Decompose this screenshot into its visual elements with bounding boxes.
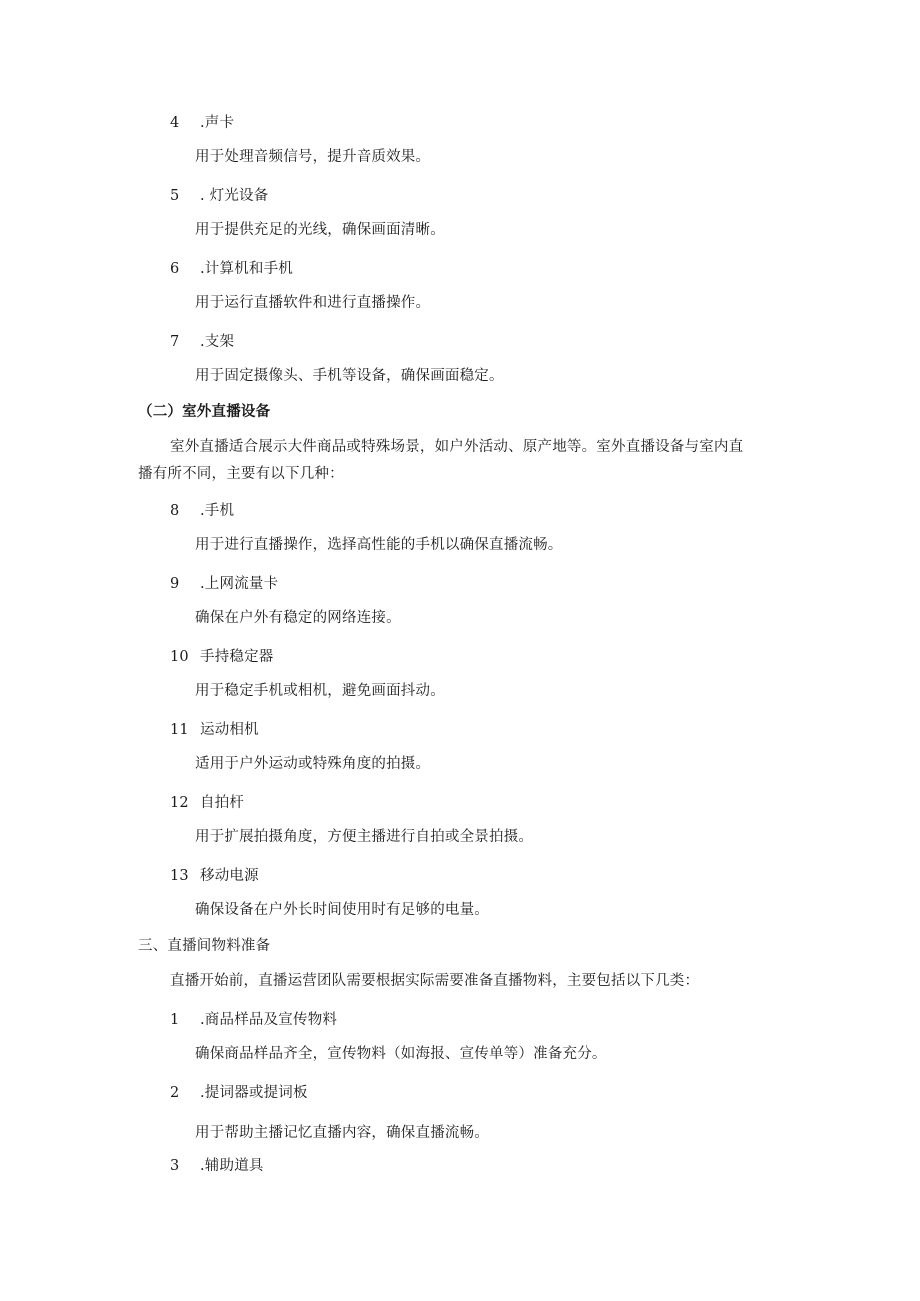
list-item-description: 用于运行直播软件和进行直播操作。	[195, 295, 431, 311]
list-item-title	[170, 647, 274, 667]
item-number: 5	[170, 188, 180, 204]
item-number: 9	[170, 576, 180, 592]
item-title: 手持稳定器	[200, 649, 274, 665]
item-number: 10	[170, 649, 189, 665]
item-number: 13	[170, 868, 189, 884]
item-number: 6	[170, 261, 180, 277]
item-title: 运动相机	[200, 722, 259, 738]
list-item-description: 确保在户外有稳定的网络连接。	[195, 610, 401, 626]
list-item-description: 确保设备在户外长时间使用时有足够的电量。	[195, 902, 489, 918]
list-item-title	[170, 866, 259, 886]
list-item-title	[170, 1083, 308, 1103]
list-item-title	[170, 259, 293, 279]
section-intro-line-2: 播有所不同，主要有以下几种：	[138, 466, 344, 482]
item-number: 7	[170, 334, 180, 350]
item-number: 11	[170, 722, 189, 738]
item-title: .手机	[200, 503, 235, 519]
list-item-title	[170, 1010, 337, 1030]
item-number: 12	[170, 795, 189, 811]
list-item-title	[170, 793, 244, 813]
list-item-description: 用于稳定手机或相机，避免画面抖动。	[195, 683, 445, 699]
list-item-description: 用于进行直播操作，选择高性能的手机以确保直播流畅。	[195, 537, 563, 553]
item-title: .支架	[200, 334, 235, 350]
item-number: 1	[170, 1012, 180, 1028]
list-item-title	[170, 720, 259, 740]
list-item-description: 确保商品样品齐全，宣传物料（如海报、宣传单等）准备充分。	[195, 1046, 607, 1062]
item-title: .提词器或提词板	[200, 1085, 308, 1101]
list-item-description: 用于提供充足的光线，确保画面清晰。	[195, 222, 445, 238]
item-title: .声卡	[200, 115, 235, 131]
list-item-title	[170, 113, 234, 133]
item-number: 4	[170, 115, 180, 131]
item-title: 移动电源	[200, 868, 259, 884]
item-number: 2	[170, 1085, 180, 1101]
list-item-title	[170, 1156, 264, 1176]
item-title: 自拍杆	[200, 795, 245, 811]
list-item-description: 用于固定摄像头、手机等设备，确保画面稳定。	[195, 368, 504, 384]
section-intro: 直播开始前，直播运营团队需要根据实际需要准备直播物料，主要包括以下几类：	[170, 973, 700, 989]
list-item-description: 用于处理音频信号，提升音质效果。	[195, 149, 431, 165]
section-intro-line-1: 室外直播适合展示大件商品或特殊场景，如户外活动、原产地等。室外直播设备与室内直	[170, 439, 744, 455]
item-number: 8	[170, 503, 180, 519]
list-item-title	[170, 186, 268, 206]
item-title: .计算机和手机	[200, 261, 294, 277]
list-item-title	[170, 332, 234, 352]
section-heading-outdoor: （二）室外直播设备	[138, 403, 271, 420]
list-item-title	[170, 501, 234, 521]
item-title: .商品样品及宣传物料	[200, 1012, 338, 1028]
item-title: . 灯光设备	[200, 188, 269, 204]
section-heading-materials: 三、直播间物料准备	[138, 938, 271, 954]
list-item-title	[170, 574, 278, 594]
item-title: .辅助道具	[200, 1158, 264, 1174]
list-item-description: 用于帮助主播记忆直播内容，确保直播流畅。	[195, 1125, 489, 1141]
list-item-description: 适用于户外运动或特殊角度的拍摄。	[195, 756, 431, 772]
list-item-description: 用于扩展拍摄角度，方便主播进行自拍或全景拍摄。	[195, 829, 534, 845]
item-number: 3	[170, 1158, 180, 1174]
item-title: .上网流量卡	[200, 576, 279, 592]
